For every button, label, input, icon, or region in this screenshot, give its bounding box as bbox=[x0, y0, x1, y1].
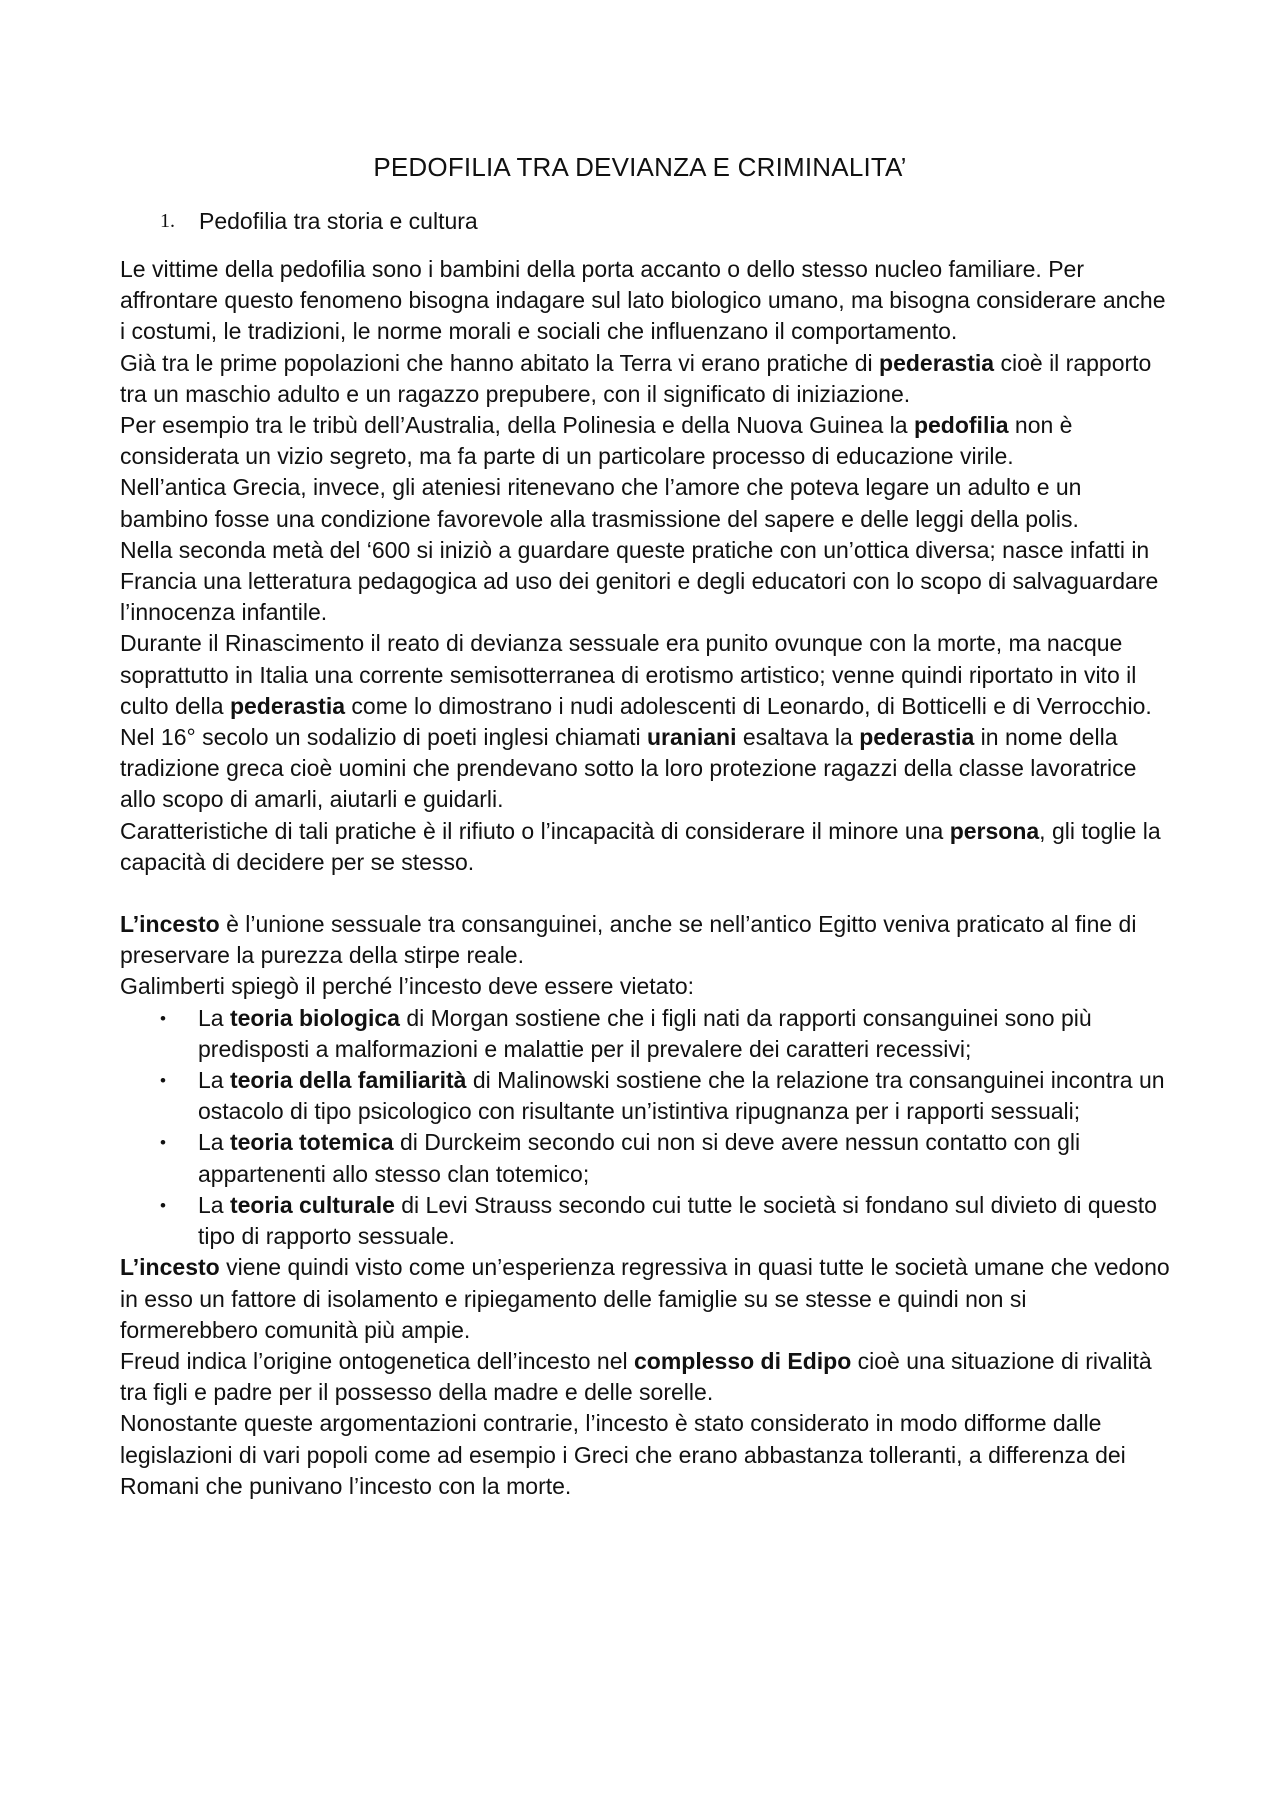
bold-term: teoria biologica bbox=[229, 1004, 400, 1031]
text-run: di Morgan sostiene che i figli nati da rapporti consanguinei sono più predisposti a malformazioni e malattie per il prevalere dei caratteri recessivi; bbox=[198, 1004, 1092, 1062]
text-run: Durante il Rinascimento il reato di devianza sessuale era punito ovunque con la morte, ma nacque soprattutto in Italia una corrente semisotterranea di erotismo artistico; venne quindi riportato in vito il culto della bbox=[120, 630, 1137, 719]
incesto-closing bbox=[120, 1252, 1170, 1502]
text-run: di Malinowski sostiene che la relazione tra consanguinei incontra un ostacolo di tipo psicologico con risultante un’istintiva ripugnanza per i rapporti sessuali; bbox=[198, 1067, 1165, 1125]
text-run: Nel 16° secolo un sodalizio di poeti inglesi chiamati bbox=[120, 724, 647, 751]
paragraph bbox=[120, 254, 1170, 348]
document-body bbox=[120, 254, 1170, 1502]
text-run: di Durckeim secondo cui non si deve avere nessun contatto con gli appartenenti allo stesso clan totemico; bbox=[198, 1129, 1081, 1187]
text-run: La bbox=[198, 1004, 230, 1031]
text-run: in nome della tradizione greca cioè uomini che prendevano sotto la loro protezione ragazzi della classe lavoratrice allo scopo di amarli, aiutarli e guidarli. bbox=[120, 724, 1137, 813]
text-run: Per esempio tra le tribù dell’Australia, della Polinesia e della Nuova Guinea la bbox=[120, 412, 914, 439]
text-run: Freud indica l’origine ontogenetica dell’incesto nel bbox=[120, 1347, 634, 1374]
text-run: cioè una situazione di rivalità tra figli e padre per il possesso della madre e delle sorelle. bbox=[120, 1347, 1152, 1406]
text-run: Caratteristiche di tali pratiche è il rifiuto o l’incapacità di considerare il minore una bbox=[120, 817, 950, 844]
text-run: Già tra le prime popolazioni che hanno abitato la Terra vi erano pratiche di bbox=[120, 349, 880, 376]
paragraph-gap bbox=[120, 878, 1170, 909]
text-run: Le vittime della pedofilia sono i bambini della porta accanto o dello stesso nucleo familiare. Per affrontare questo fenomeno bisogna indagare sul lato biologico umano, ma bisogna considerare anche i costumi, le tradizioni, le norme morali e sociali che influenzano il comportamento. bbox=[120, 256, 1166, 345]
text-run: di Levi Strauss secondo cui tutte le società si fondano sul divieto di questo tipo di rapporto sessuale. bbox=[198, 1191, 1157, 1250]
paragraph bbox=[120, 472, 1170, 534]
bullet-icon: • bbox=[160, 1008, 166, 1028]
bold-term: L’incesto bbox=[120, 1254, 220, 1281]
section-number: 1. bbox=[160, 210, 175, 232]
paragraph bbox=[120, 1408, 1170, 1502]
bold-term: teoria culturale bbox=[229, 1191, 395, 1218]
paragraph bbox=[120, 410, 1170, 472]
section-heading-text: Pedofilia tra storia e cultura bbox=[199, 208, 478, 234]
paragraph bbox=[120, 971, 1170, 1002]
incesto-theories-list bbox=[120, 1003, 1170, 1253]
bold-term: complesso di Edipo bbox=[634, 1347, 852, 1374]
bold-term: pederastia bbox=[859, 724, 975, 751]
bold-term: teoria della familiarità bbox=[229, 1067, 467, 1094]
paragraph bbox=[120, 628, 1170, 722]
bullet-icon: • bbox=[160, 1133, 166, 1153]
text-run: La bbox=[198, 1191, 230, 1218]
text-run: , gli toglie la capacità di decidere per se stesso. bbox=[120, 817, 1161, 875]
text-run: viene quindi visto come un’esperienza regressiva in quasi tutte le società umane che vedono in esso un fattore di isolamento e ripiegamento delle famiglie su se stesse e quindi non si formerebbero comunità più ampie. bbox=[120, 1254, 1170, 1343]
text-run: Nell’antica Grecia, invece, gli ateniesi ritenevano che l’amore che poteva legare un adulto e un bambino fosse una condizione favorevole alla trasmissione del sapere e delle leggi della polis. bbox=[120, 474, 1082, 532]
bullet-icon: • bbox=[160, 1071, 166, 1091]
list-item bbox=[120, 1003, 1170, 1065]
incesto-intro bbox=[120, 909, 1170, 1003]
pedofilia-paragraphs bbox=[120, 254, 1170, 878]
paragraph bbox=[120, 348, 1170, 410]
paragraph bbox=[120, 1252, 1170, 1346]
paragraph bbox=[120, 1346, 1170, 1408]
bold-term: teoria totemica bbox=[229, 1129, 394, 1156]
text-run: La bbox=[198, 1129, 230, 1156]
bold-term: persona bbox=[949, 817, 1040, 844]
list-item bbox=[120, 1190, 1170, 1252]
text-run: è l’unione sessuale tra consanguinei, anche se nell’antico Egitto veniva praticato al fine di preservare la purezza della stirpe reale. bbox=[120, 911, 1137, 969]
bold-term: pederastia bbox=[229, 692, 346, 719]
paragraph bbox=[120, 816, 1170, 878]
list-item bbox=[120, 1065, 1170, 1127]
bold-term: uraniani bbox=[647, 724, 737, 751]
text-run: La bbox=[198, 1067, 230, 1094]
bold-term: pedofilia bbox=[913, 412, 1009, 439]
paragraph bbox=[120, 909, 1170, 971]
text-run: non è considerata un vizio segreto, ma fa parte di un particolare processo di educazione virile. bbox=[120, 412, 1073, 470]
bold-term: pederastia bbox=[879, 349, 995, 376]
list-item bbox=[120, 1127, 1170, 1189]
bullet-icon: • bbox=[160, 1195, 166, 1215]
text-run: cioè il rapporto tra un maschio adulto e un ragazzo prepubere, con il significato di iniziazione. bbox=[120, 349, 1152, 407]
text-run: Nonostante queste argomentazioni contrarie, l’incesto è stato considerato in modo difforme dalle legislazioni di vari popoli come ad esempio i Greci che erano abbastanza tolleranti, a differenza dei Romani che punivano l’incesto con la morte. bbox=[120, 1410, 1126, 1499]
text-run: Nella seconda metà del ‘600 si iniziò a guardare queste pratiche con un’ottica diversa; nasce infatti in Francia una letteratura pedagogica ad uso dei genitori e degli educatori con lo scopo di salvaguardare l’innocenza infantile. bbox=[120, 536, 1159, 626]
paragraph bbox=[120, 722, 1170, 816]
bold-term: L’incesto bbox=[120, 911, 220, 938]
page-title: PEDOFILIA TRA DEVIANZA E CRIMINALITA’ bbox=[373, 152, 907, 182]
text-run: esaltava la bbox=[736, 724, 860, 751]
text-run: Galimberti spiegò il perché l’incesto deve essere vietato: bbox=[120, 973, 695, 1000]
paragraph bbox=[120, 535, 1170, 629]
text-run: come lo dimostrano i nudi adolescenti di Leonardo, di Botticelli e di Verrocchio. bbox=[345, 692, 1152, 719]
